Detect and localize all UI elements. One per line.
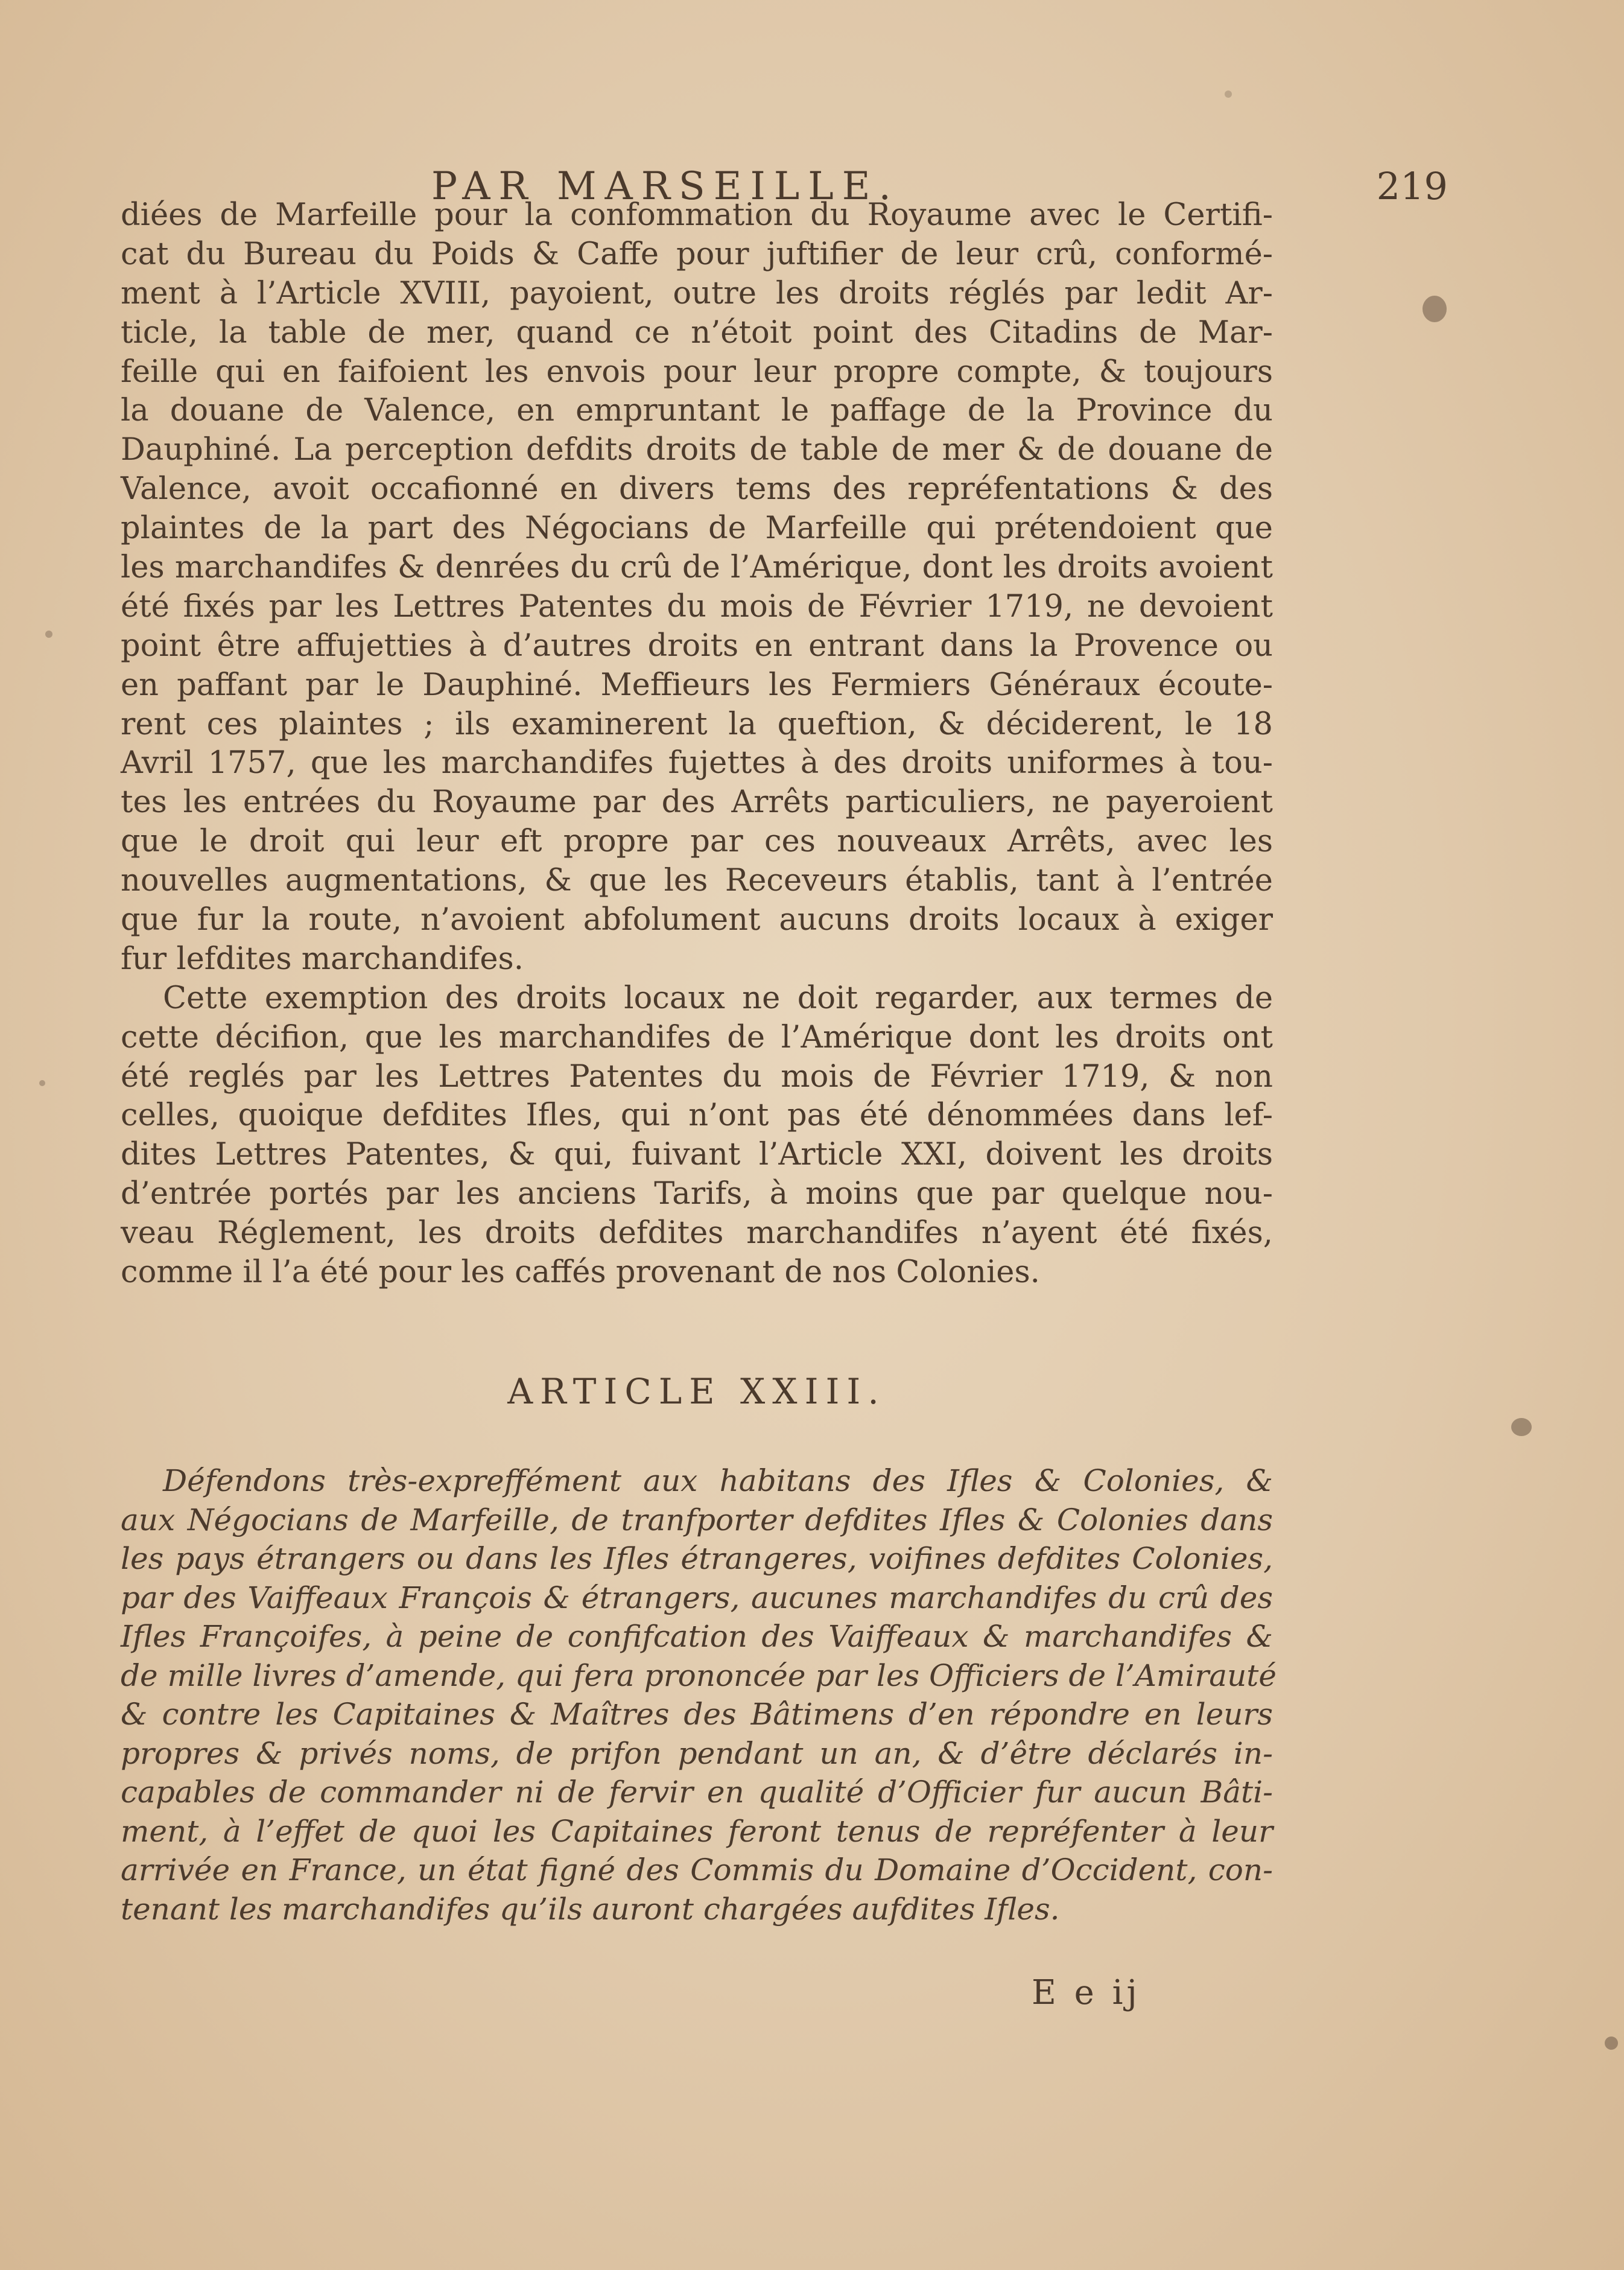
foxing-spot xyxy=(1605,2036,1618,2050)
text-line: aux Négocians de Marfeille, de tranfporter defdites Ifles & Colonies dans xyxy=(121,1502,1273,1537)
text-line: les pays étrangers ou dans les Ifles étrangeres, voifines defdites Colonies, xyxy=(121,1541,1273,1576)
text-line: d’entrée portés par les anciens Tarifs, à moins que par quelque nou- xyxy=(121,1176,1273,1212)
foxing-spot xyxy=(1423,296,1447,322)
text-line: de mille livres d’amende, qui fera prononcée par les Officiers de l’Amirauté xyxy=(121,1658,1277,1693)
foxing-spot xyxy=(1511,1418,1532,1436)
text-line: Dauphiné. La perception defdits droits de table de mer & de douane de xyxy=(121,432,1273,468)
text-line: les marchandifes & denrées du crû de l’Amérique, dont les droits avoient xyxy=(121,550,1273,586)
text-line: nouvelles augmentations, & que les Receveurs établis, tant à l’entrée xyxy=(121,863,1273,899)
running-head: PAR MARSEILLE. xyxy=(431,164,899,209)
article-text xyxy=(121,1461,1277,1928)
text-line: Cette exemption des droits locaux ne doit regarder, aux termes de xyxy=(163,980,1273,1016)
text-line: ment, à l’effet de quoi les Capitaines feront tenus de repréfenter à leur xyxy=(121,1813,1273,1849)
text-line: diées de Marfeille pour la confommation du Royaume avec le Certifi- xyxy=(121,197,1273,233)
text-line: rent ces plaintes ; ils examinerent la queftion, & déciderent, le 18 xyxy=(121,706,1273,742)
text-line: dites Lettres Patentes, & qui, fuivant l’Article XXI, doivent les droits xyxy=(121,1137,1273,1173)
foxing-spot xyxy=(39,1080,45,1086)
body-text xyxy=(121,196,1273,1292)
text-line: ticle, la table de mer, quand ce n’étoit point des Citadins de Mar- xyxy=(121,314,1273,351)
foxing-spot xyxy=(45,631,52,638)
text-line: Avril 1757, que les marchandifes fujettes à des droits uniformes à tou- xyxy=(121,745,1273,781)
text-line: point être affujetties à d’autres droits en entrant dans la Provence ou xyxy=(121,628,1273,664)
article-heading: ARTICLE XXIII. xyxy=(507,1371,886,1412)
text-line: plaintes de la part des Négocians de Marfeille qui prétendoient que xyxy=(121,510,1273,547)
text-line: celles, quoique defdites Ifles, qui n’ont pas été dénommées dans lef- xyxy=(121,1098,1273,1134)
text-line: que le droit qui leur eft propre par ces nouveaux Arrêts, avec les xyxy=(121,824,1273,860)
text-line: été reglés par les Lettres Patentes du mois de Février 1719, & non xyxy=(121,1058,1273,1095)
text-line: été fixés par les Lettres Patentes du mois de Février 1719, ne devoient xyxy=(121,588,1273,625)
signature-mark: E e ij xyxy=(1032,1973,1141,2012)
text-line: feille qui en faifoient les envois pour leur propre compte, & toujours xyxy=(121,354,1273,390)
text-line: ment à l’Article XVIII, payoient, outre les droits réglés par ledit Ar- xyxy=(121,275,1273,311)
text-line: arrivée en France, un état figné des Commis du Domaine d’Occident, con- xyxy=(121,1852,1273,1887)
page-number: 219 xyxy=(1376,164,1448,208)
text-line: cat du Bureau du Poids & Caffe pour juftifier de leur crû, conformé- xyxy=(121,236,1273,272)
text-line: par des Vaiffeaux François & étrangers, aucunes marchandifes du crû des xyxy=(121,1580,1273,1615)
text-line: cette décifion, que les marchandifes de l’Amérique dont les droits ont xyxy=(121,1019,1273,1055)
text-line: Défendons très-expreffément aux habitans des Ifles & Colonies, & xyxy=(163,1463,1273,1498)
text-line: en paffant par le Dauphiné. Meffieurs les Fermiers Généraux écoute- xyxy=(121,667,1273,703)
text-line: tenant les marchandifes qu’ils auront chargées aufdites Ifles. xyxy=(121,1891,1060,1927)
text-line: que fur la route, n’avoient abfolument aucuns droits locaux à exiger xyxy=(121,902,1273,938)
text-line: tes les entrées du Royaume par des Arrêts particuliers, ne payeroient xyxy=(121,784,1273,821)
text-line: capables de commander ni de fervir en qualité d’Officier fur aucun Bâti- xyxy=(121,1775,1273,1810)
text-line: Valence, avoit occafionné en divers tems des repréfentations & des xyxy=(121,471,1273,507)
foxing-spot xyxy=(1225,91,1232,98)
text-line: & contre les Capitaines & Maîtres des Bâtimens d’en répondre en leurs xyxy=(121,1697,1273,1732)
text-line: Ifles Françoifes, à peine de confifcation des Vaiffeaux & marchandifes & xyxy=(121,1619,1273,1654)
text-line: la douane de Valence, en empruntant le paffage de la Province du xyxy=(121,393,1273,429)
text-line: fur lefdites marchandifes. xyxy=(121,941,524,977)
text-line: propres & privés noms, de prifon pendant un an, & d’être déclarés in- xyxy=(121,1735,1273,1771)
text-line: veau Réglement, les droits defdites marchandifes n’ayent été fixés, xyxy=(121,1215,1273,1251)
text-line: comme il l’a été pour les caffés provenant de nos Colonies. xyxy=(121,1254,1040,1291)
